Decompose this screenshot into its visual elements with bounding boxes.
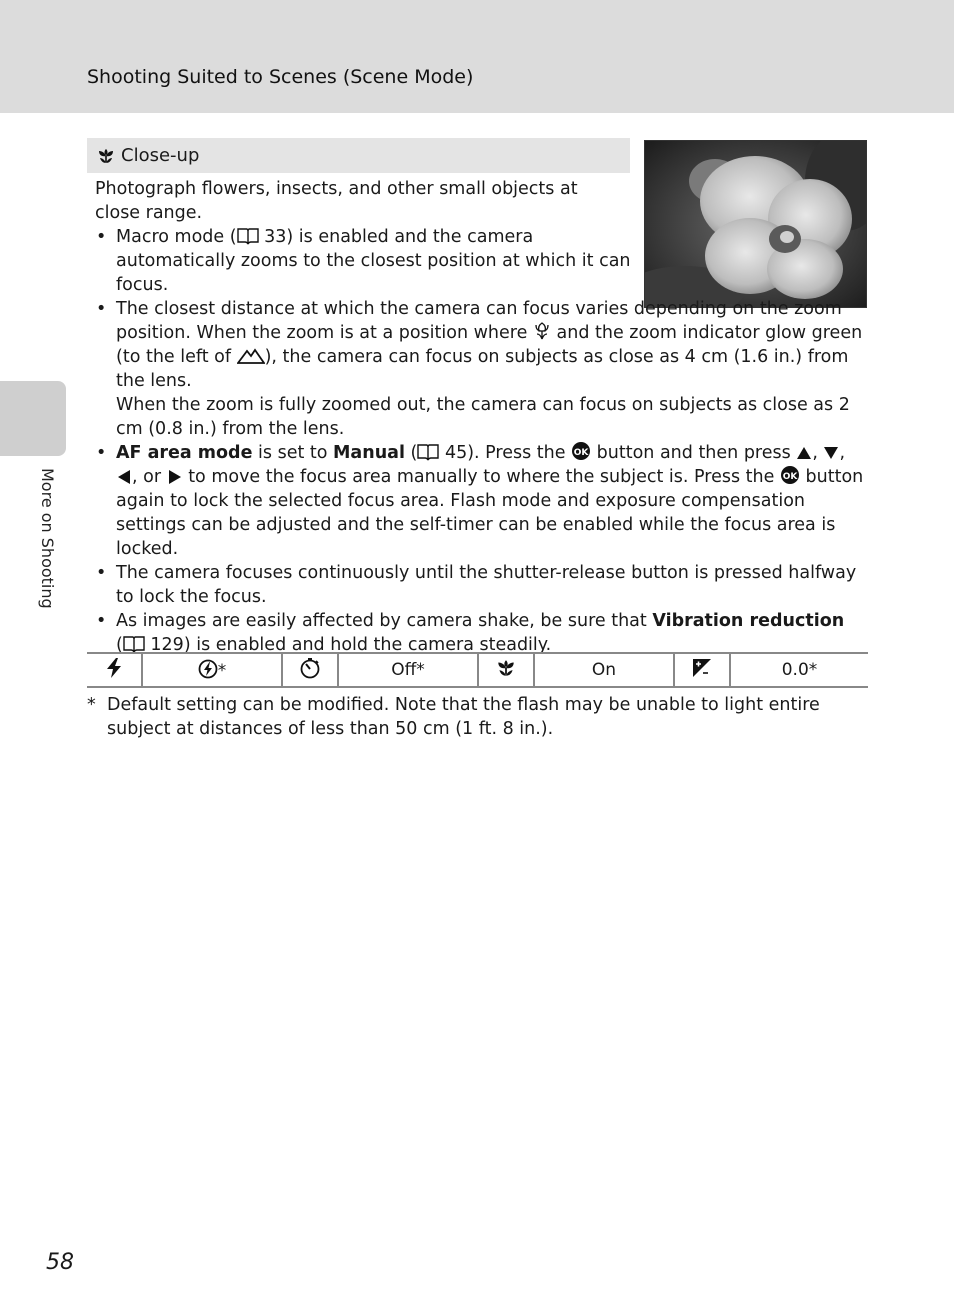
macro-tulip-icon (533, 321, 551, 341)
bullet-list (95, 225, 865, 657)
exposure-compensation-value: 0.0* (730, 653, 868, 687)
exposure-compensation-icon (692, 658, 712, 678)
book-icon (123, 635, 145, 653)
self-timer-value: Off* (338, 653, 478, 687)
bullet-vibration-reduction: • As images are easily affected by camera shake, be sure that Vibration reduction ( 129) is enabled and hold the camera steadily. (95, 609, 865, 657)
page-header-title: Shooting Suited to Scenes (Scene Mode) (87, 66, 474, 88)
macro-tulip-icon (495, 657, 517, 679)
table-row (87, 653, 868, 687)
bullet-af-area-mode: • AF area mode is set to Manual ( 45). Press the OK button and then press , , , or to move the focus area manually to where the subject is. Press the OK button again to lock the selected focus area. Flash mode and exposure compensation settings can be adjusted and the self-timer can be enabled while the focus area is locked. (95, 441, 865, 561)
close-up-icon (96, 146, 116, 166)
default-settings-table (87, 652, 868, 688)
macro-mode-value: On (534, 653, 674, 687)
page-number: 58 (46, 1250, 74, 1275)
svg-text:OK: OK (782, 472, 798, 482)
intro-paragraph: Photograph flowers, insects, and other small objects at close range. (95, 179, 578, 223)
bullet-macro-mode: • Macro mode ( 33) is enabled and the camera automatically zooms to the closest position at which it can focus. (95, 225, 865, 297)
ok-button-icon (780, 465, 800, 485)
ok-button-icon (571, 441, 591, 461)
bullet-continuous-focus: • The camera focuses continuously until the shutter-release button is pressed halfway to lock the focus. (95, 561, 865, 609)
flash-mode-cell (87, 653, 142, 687)
footnote-text: Default setting can be modified. Note that the flash may be unable to light entire subject at distances of less than 50 cm (1 ft. 8 in.). (107, 695, 820, 739)
exposure-compensation-cell (674, 653, 730, 687)
left-triangle-icon (116, 469, 132, 485)
down-triangle-icon (823, 445, 839, 461)
book-icon (237, 227, 259, 245)
side-tab (0, 381, 66, 456)
macro-mode-cell (478, 653, 534, 687)
up-triangle-icon (796, 445, 812, 461)
side-tab-label: More on Shooting (38, 468, 57, 609)
svg-text:OK: OK (573, 448, 589, 458)
body-text (95, 177, 865, 657)
wide-mountain-icon (237, 347, 265, 365)
self-timer-icon (299, 657, 321, 679)
footnote (87, 693, 867, 741)
footnote-marker: * (87, 695, 96, 715)
section-heading (87, 138, 630, 173)
book-icon (417, 443, 439, 461)
self-timer-cell (282, 653, 338, 687)
section-title: Close-up (121, 145, 200, 166)
flash-mode-value: * (142, 653, 282, 687)
flash-icon (105, 657, 123, 679)
flash-off-icon (198, 659, 218, 679)
right-triangle-icon (167, 469, 183, 485)
header-band (0, 0, 954, 113)
bullet-closest-distance: • The closest distance at which the camera can focus varies depending on the zoom position. When the zoom is at a position where and the zoom indicator glow green (to the left of ), the camera can focus on subjects as close as 4 cm (1.6 in.) from the lens. When the zoom is fully zoomed out, the camera can focus on subjects as close as 2 cm (0.8 in.) from the lens. (95, 297, 865, 441)
